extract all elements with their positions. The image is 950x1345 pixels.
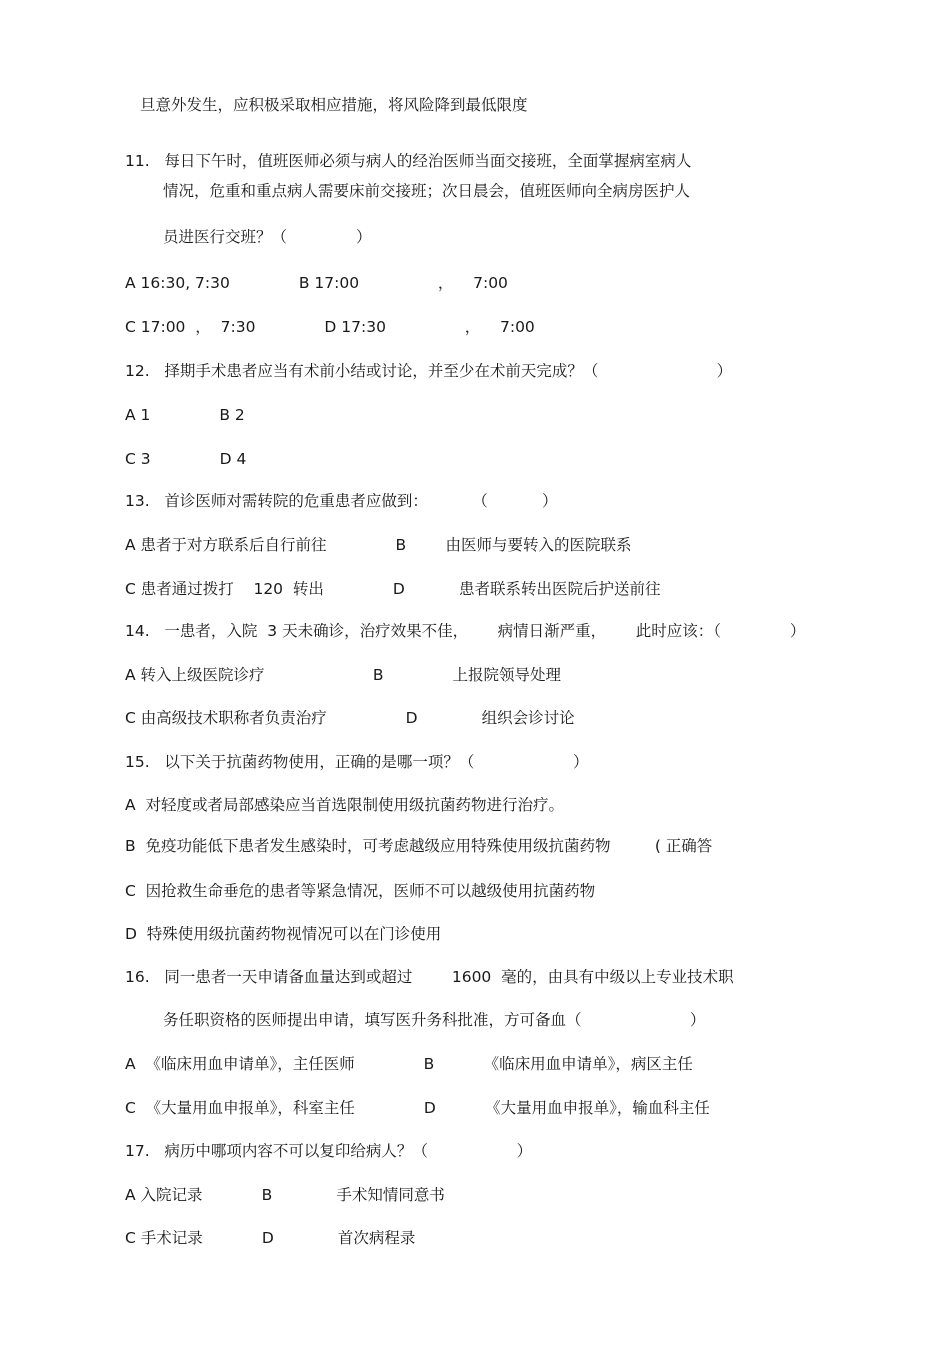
option-line: A 患者于对方联系后自行前往 B 由医师与要转入的医院联系 — [125, 536, 632, 554]
option-line: D 特殊使用级抗菌药物视情况可以在门诊使用 — [125, 925, 442, 943]
option-line: C 《大量用血申报单》，科室主任 D 《大量用血申报单》，输血科主任 — [125, 1099, 710, 1117]
option-line: A 16:30, 7:30 B 17:00 ， 7:00 — [125, 274, 508, 292]
question-12: 12. 择期手术患者应当有术前小结或讨论，并至少在术前天完成？（ ） — [125, 362, 733, 380]
option-line: A 1 B 2 — [125, 406, 245, 424]
text-line: 旦意外发生，应积极采取相应措施，将风险降到最低限度 — [140, 96, 528, 114]
text-line: 务任职资格的医师提出申请，填写医升务科批准，方可备血（ ） — [163, 1011, 706, 1029]
option-line: A 转入上级医院诊疗 B 上报院领导处理 — [125, 666, 562, 684]
question-15: 15. 以下关于抗菌药物使用，正确的是哪一项？（ ） — [125, 753, 589, 771]
option-line: B 免疫功能低下患者发生感染时，可考虑越级应用特殊使用级抗菌药物 ( 正确答 — [125, 837, 713, 855]
text-line: 情况，危重和重点病人需要床前交接班；次日晨会，值班医师向全病房医护人 — [163, 182, 691, 200]
text-line: 员进医行交班？（ ） — [163, 228, 372, 246]
option-line: C 因抢救生命垂危的患者等紧急情况，医师不可以越级使用抗菌药物 — [125, 882, 596, 900]
option-line: A 《临床用血申请单》，主任医师 B 《临床用血申请单》，病区主任 — [125, 1055, 693, 1073]
question-14: 14. 一患者，入院 3 天未确诊，治疗效果不佳， 病情日渐严重， 此时应该：（ ） — [125, 622, 806, 640]
question-16: 16. 同一患者一天申请备血量达到或超过 1600 毫的，由具有中级以上专业技术职 — [125, 968, 734, 986]
question-17: 17. 病历中哪项内容不可以复印给病人？（ ） — [125, 1142, 533, 1160]
question-13: 13. 首诊医师对需转院的危重患者应做到： （ ） — [125, 492, 558, 510]
option-line: C 17:00 ， 7:30 D 17:30 ， 7:00 — [125, 318, 535, 336]
option-line: C 由高级技术职称者负责治疗 D 组织会诊讨论 — [125, 709, 575, 727]
question-11: 11. 每日下午时，值班医师必须与病人的经治医师当面交接班，全面掌握病室病人 — [125, 152, 692, 170]
option-line: C 3 D 4 — [125, 450, 247, 468]
option-line: C 手术记录 D 首次病程录 — [125, 1229, 416, 1247]
option-line: C 患者通过拨打 120 转出 D 患者联系转出医院后护送前往 — [125, 580, 661, 598]
option-line: A 对轻度或者局部感染应当首选限制使用级抗菌药物进行治疗。 — [125, 796, 564, 814]
option-line: A 入院记录 B 手术知情同意书 — [125, 1186, 445, 1204]
